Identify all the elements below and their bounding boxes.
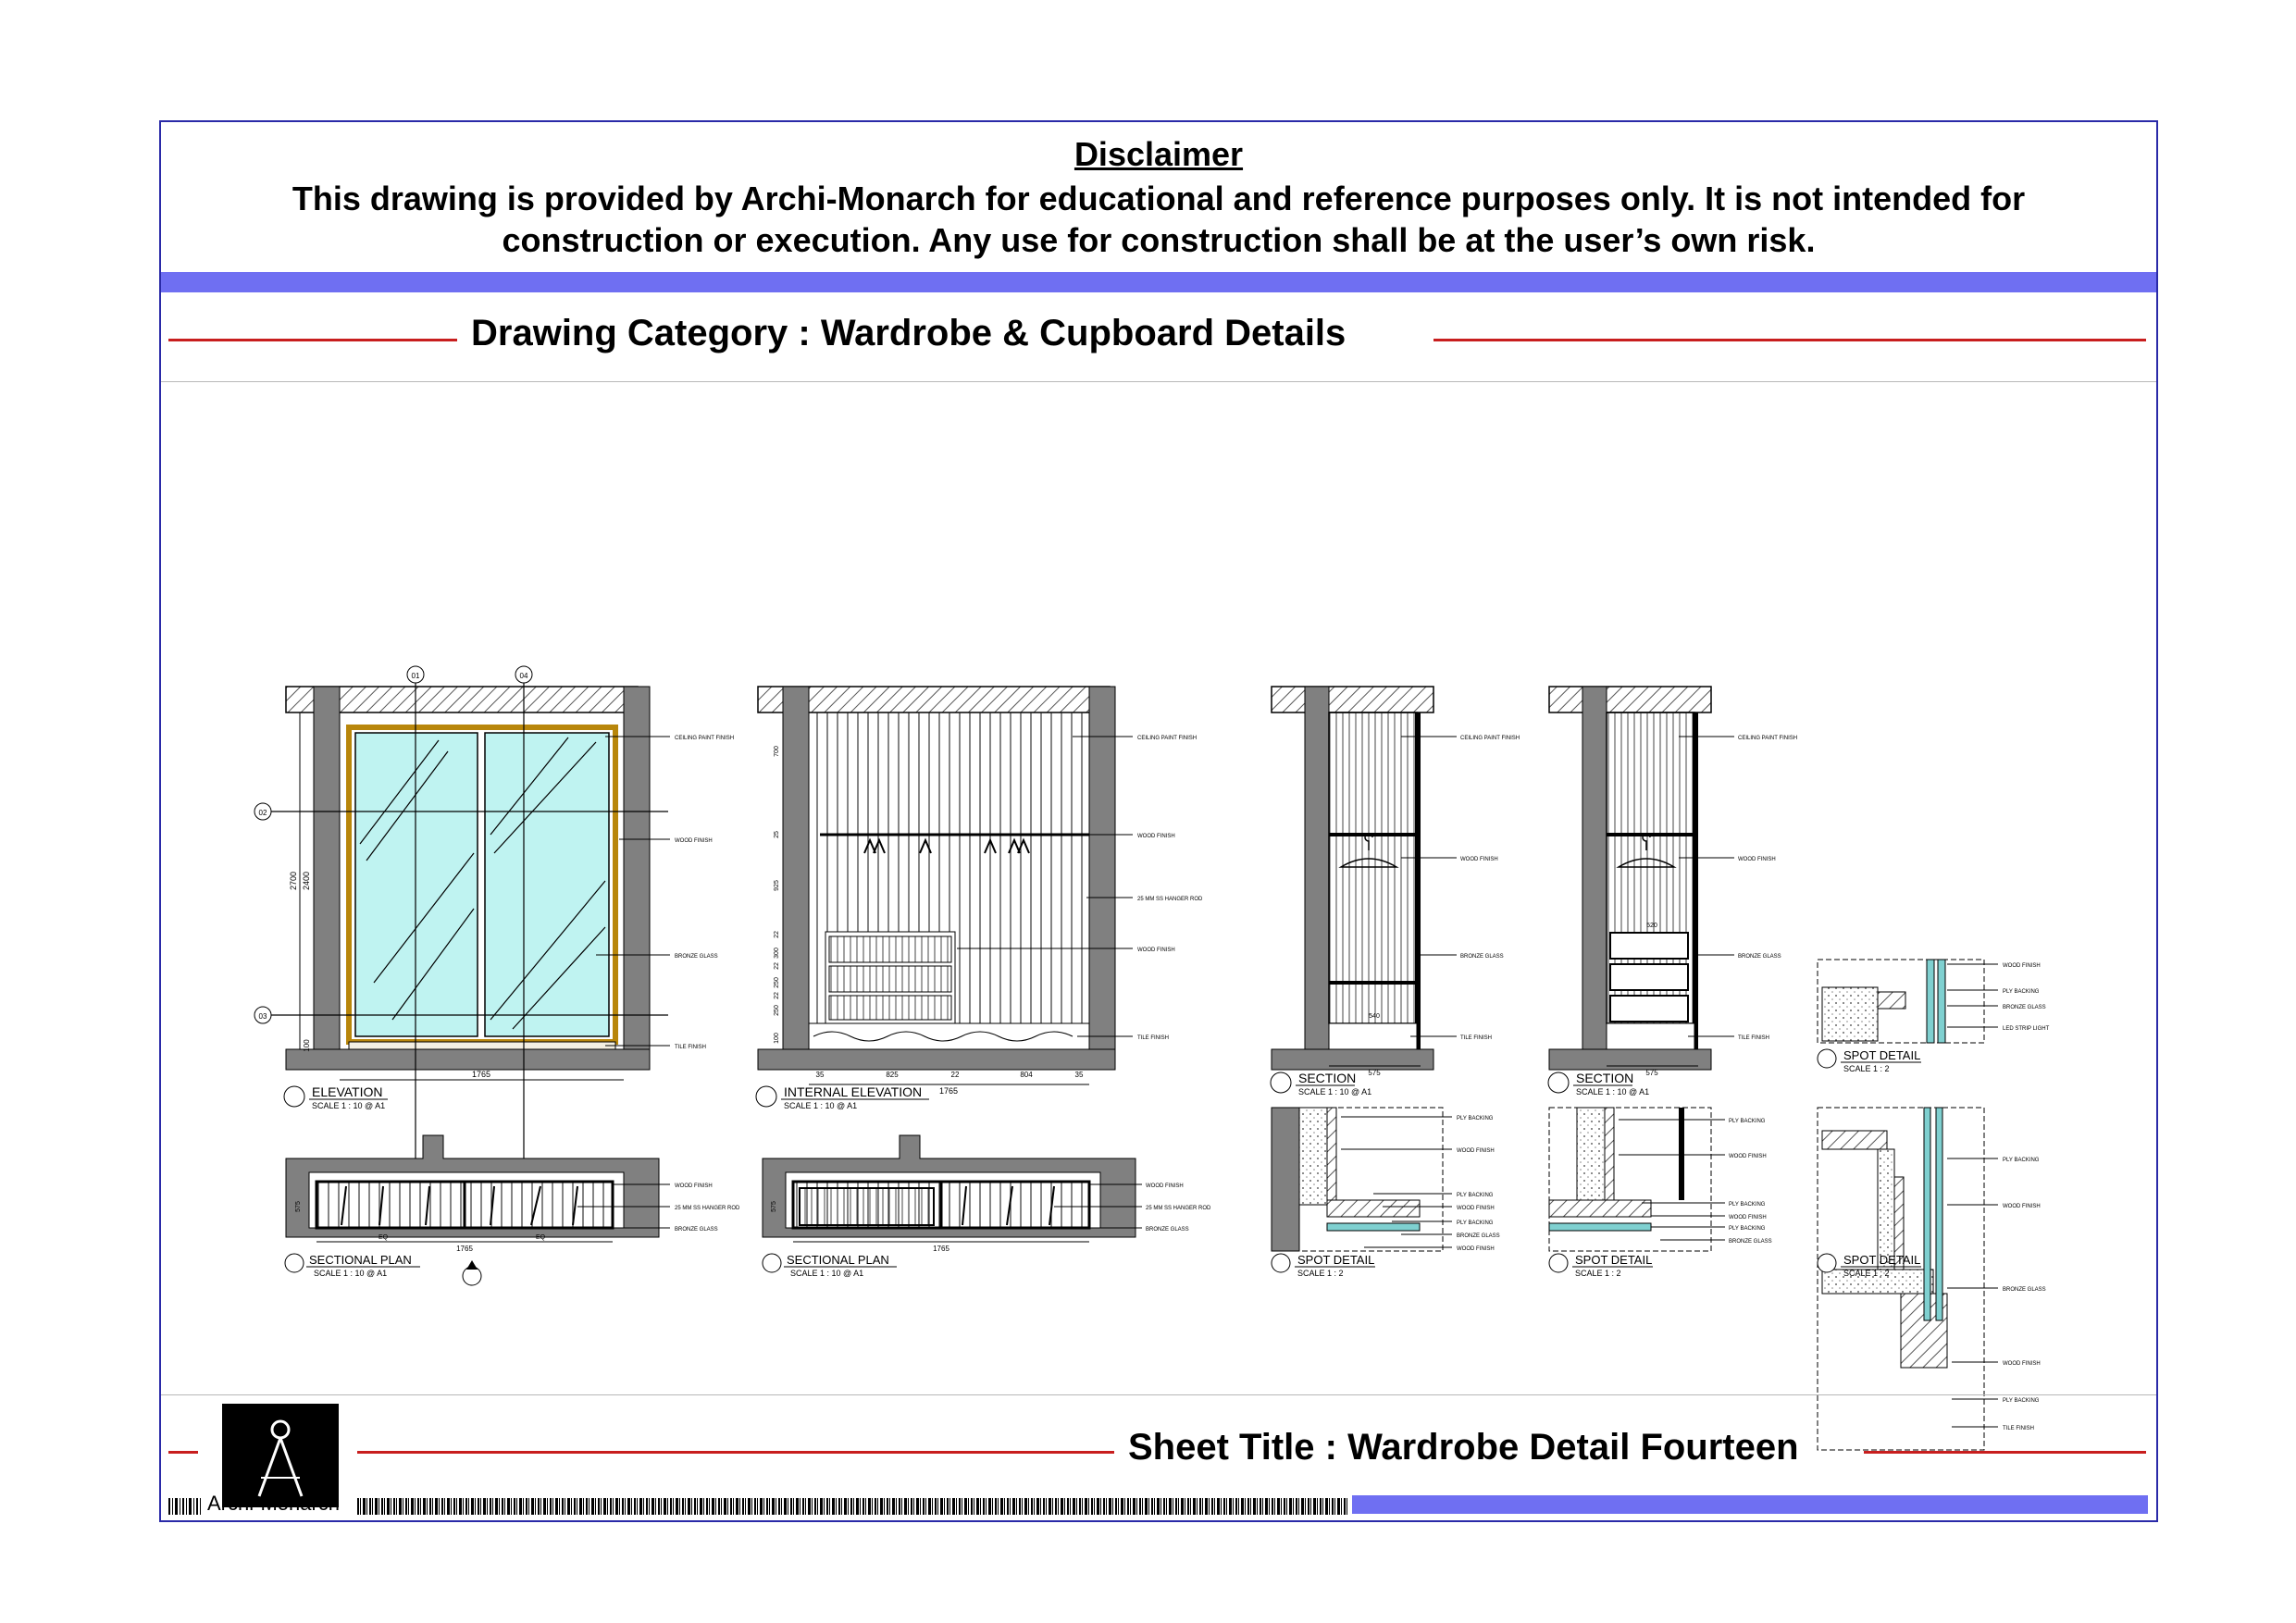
- spot-detail-1-wood: [1327, 1108, 1336, 1200]
- section-2-dim-inner: 520: [1646, 923, 1657, 929]
- section-2-plinth: [1607, 1023, 1694, 1049]
- internal-elevation-drawer-1: [829, 936, 951, 962]
- brand-name: Archi-Monarch: [207, 1492, 341, 1515]
- section-2-drawer-3: [1610, 996, 1688, 1022]
- elevation-dim-height: 2700: [289, 871, 298, 891]
- section-2-ceiling: [1549, 687, 1711, 712]
- sectional-plan-2-note-2: 25 MM SS HANGER ROD: [1146, 1206, 1211, 1211]
- spot-detail-2-note-2: WOOD FINISH: [1729, 1154, 1767, 1159]
- spot-detail-3-note-2: PLY BACKING: [2003, 989, 2040, 995]
- section-1-note-4: TILE FINISH: [1460, 1035, 1493, 1041]
- section-1-scale: SCALE 1 : 10 @ A1: [1298, 1087, 1372, 1096]
- elevation-wall-right: [624, 687, 650, 1066]
- spot-detail-4-scale: SCALE 1 : 2: [1843, 1269, 1890, 1278]
- internal-elevation-dim-s3: 925: [774, 880, 780, 891]
- elevation-title: ELEVATION: [312, 1084, 383, 1099]
- spot-detail-2-note-3: PLY BACKING: [1729, 1202, 1766, 1208]
- internal-elevation-floor: [758, 1049, 1115, 1070]
- section-1-floor: [1272, 1049, 1433, 1070]
- sectional-plan-2-title-marker: [763, 1254, 781, 1272]
- internal-elevation-ceiling: [758, 687, 1110, 712]
- spot-detail-4-title: SPOT DETAIL: [1843, 1253, 1921, 1267]
- internal-elevation-dim-s10: 100: [774, 1033, 780, 1044]
- internal-elevation-dim-s7: 250: [774, 977, 780, 988]
- elevation-marker-b-label: 04: [519, 672, 528, 680]
- section-1-dim-width: 575: [1368, 1069, 1381, 1077]
- sectional-plan-1-eq-1: EQ: [378, 1234, 389, 1241]
- spot-detail-3-leaders: [1947, 964, 1998, 1027]
- spot-detail-4-note-4: WOOD FINISH: [2003, 1361, 2041, 1367]
- internal-elevation-note-2: WOOD FINISH: [1137, 834, 1175, 839]
- category-rule-right: [1433, 339, 2146, 341]
- spot-detail-4-top-frame: [1822, 1131, 1887, 1149]
- spot-detail-2-note-6: BRONZE GLASS: [1729, 1239, 1772, 1245]
- spot-detail-3-frame: [1878, 992, 1905, 1009]
- category-title: Drawing Category : Wardrobe & Cupboard Details: [471, 313, 1347, 353]
- section-1-note-2: WOOD FINISH: [1460, 857, 1498, 862]
- sectional-plan-2-title: SECTIONAL PLAN: [787, 1253, 889, 1267]
- spot-detail-4-glass-2: [1936, 1108, 1942, 1320]
- spot-detail-1-note-3: PLY BACKING: [1457, 1193, 1494, 1198]
- sectional-plan-1-drawing: [285, 1135, 740, 1285]
- section-1-note-1: CEILING PAINT FINISH: [1460, 736, 1520, 741]
- sectional-plan-1-title: SECTIONAL PLAN: [309, 1253, 412, 1267]
- spot-detail-3-glass: [1927, 960, 1934, 1043]
- section-2-drawing: [1548, 687, 1797, 1096]
- elevation-dim-inner: 2400: [302, 871, 311, 891]
- disclaimer-block: [161, 122, 2156, 272]
- spot-detail-4-title-marker: [1818, 1254, 1836, 1272]
- section-2-note-2: WOOD FINISH: [1738, 857, 1776, 862]
- internal-elevation-note-4: WOOD FINISH: [1137, 948, 1175, 953]
- section-1-wall: [1305, 687, 1329, 1066]
- spot-detail-1-title-marker: [1272, 1254, 1290, 1272]
- internal-elevation-dim-width: 1765: [938, 1086, 959, 1096]
- sectional-plan-1-eq-2: EQ: [535, 1234, 546, 1241]
- spot-detail-4-note-6: TILE FINISH: [2003, 1426, 2035, 1431]
- spot-detail-3-scale: SCALE 1 : 2: [1843, 1064, 1890, 1073]
- elevation-dim-width: 1765: [471, 1070, 491, 1079]
- spot-detail-1-note-4: WOOD FINISH: [1457, 1206, 1495, 1211]
- elevation-marker-a-label: 01: [411, 672, 420, 680]
- sectional-plan-1-note-3: BRONZE GLASS: [675, 1227, 718, 1233]
- internal-elevation-dim-b4: 804: [1020, 1071, 1033, 1079]
- spot-detail-2-leaders: [1619, 1120, 1725, 1240]
- spot-detail-2-note-5: PLY BACKING: [1729, 1226, 1766, 1232]
- sectional-plan-2-note-1: WOOD FINISH: [1146, 1183, 1184, 1189]
- sheet-rule-left: [357, 1451, 1114, 1454]
- spot-detail-2-ply: [1577, 1108, 1605, 1200]
- elevation-skirting: [349, 1042, 615, 1049]
- spot-detail-1-note-6: BRONZE GLASS: [1457, 1233, 1500, 1239]
- elevation-note-3: BRONZE GLASS: [675, 954, 718, 960]
- barcode-left-icon: [168, 1498, 205, 1515]
- section-1-note-3: BRONZE GLASS: [1460, 954, 1504, 960]
- internal-elevation-dim-b2: 825: [886, 1071, 899, 1079]
- internal-elevation-note-5: TILE FINISH: [1137, 1035, 1170, 1041]
- section-2-door-edge: [1693, 712, 1698, 1049]
- section-2-drawer-1: [1610, 933, 1688, 959]
- internal-elevation-dim-b3: 22: [950, 1071, 960, 1079]
- drawings-canvas: [161, 381, 2156, 1510]
- section-1-carcass: [1329, 712, 1417, 1023]
- category-rule-left: [168, 339, 457, 341]
- elevation-floor: [286, 1049, 650, 1070]
- disclaimer-title: Disclaimer: [1074, 135, 1244, 173]
- sectional-plan-2-drawing: [763, 1135, 1211, 1278]
- spot-detail-3-title: SPOT DETAIL: [1843, 1048, 1921, 1062]
- sectional-plan-2-dim-width: 1765: [933, 1245, 949, 1253]
- internal-elevation-side-dims: [774, 746, 780, 1044]
- section-2-note-1: CEILING PAINT FINISH: [1738, 736, 1798, 741]
- spot-detail-4-note-5: PLY BACKING: [2003, 1398, 2040, 1404]
- sectional-plan-1-dim-depth: 575: [295, 1201, 302, 1212]
- section-2-scale: SCALE 1 : 10 @ A1: [1576, 1087, 1650, 1096]
- elevation-drawing: [254, 666, 734, 1205]
- spot-detail-1-wall: [1272, 1108, 1299, 1251]
- spot-detail-1-note-1: PLY BACKING: [1457, 1116, 1494, 1121]
- sheet-title-row: [161, 1394, 2156, 1468]
- elevation-wall-left: [314, 687, 340, 1066]
- spot-detail-4-note-3: BRONZE GLASS: [2003, 1287, 2046, 1293]
- spot-detail-3-note-3: BRONZE GLASS: [2003, 1005, 2046, 1010]
- internal-elevation-dim-s5: 300: [774, 948, 780, 959]
- spot-detail-3-title-marker: [1818, 1049, 1836, 1068]
- section-1-title: SECTION: [1298, 1071, 1357, 1085]
- internal-elevation-note-1: CEILING PAINT FINISH: [1137, 736, 1198, 741]
- footer-blue-strip: [1352, 1495, 2148, 1514]
- spot-detail-1-ply: [1299, 1108, 1327, 1205]
- elevation-note-4: TILE FINISH: [675, 1045, 707, 1050]
- internal-elevation-dim-s2: 25: [774, 831, 780, 838]
- internal-elevation-dim-s1: 700: [774, 746, 780, 757]
- spot-detail-3-drawing: [1818, 960, 2050, 1073]
- category-header: [161, 313, 2156, 365]
- sheet-title: Sheet Title : Wardrobe Detail Fourteen: [1128, 1427, 1799, 1468]
- elevation-scale: SCALE 1 : 10 @ A1: [312, 1101, 386, 1110]
- section-1-drawing: [1271, 687, 1520, 1096]
- internal-elevation-title: INTERNAL ELEVATION: [784, 1084, 923, 1099]
- section-1-plinth: [1329, 1023, 1417, 1049]
- spot-detail-1-shelf: [1327, 1200, 1420, 1217]
- internal-elevation-drawer-2: [829, 966, 951, 992]
- spot-detail-3-ceiling-slab: [1822, 987, 1878, 1041]
- spot-detail-1-title: SPOT DETAIL: [1297, 1253, 1375, 1267]
- section-2-floor: [1549, 1049, 1711, 1070]
- sectional-plan-1-direction-arrow-icon: [466, 1260, 478, 1270]
- spot-detail-1-note-2: WOOD FINISH: [1457, 1148, 1495, 1154]
- spot-detail-1-scale: SCALE 1 : 2: [1297, 1269, 1344, 1278]
- section-2-title: SECTION: [1576, 1071, 1634, 1085]
- sectional-plan-1-title-marker: [285, 1254, 304, 1272]
- spot-detail-4-side-ply: [1878, 1149, 1894, 1270]
- spot-detail-2-drawing: [1549, 1108, 1772, 1278]
- spot-detail-2-note-4: WOOD FINISH: [1729, 1215, 1767, 1220]
- internal-elevation-drawer-3: [829, 996, 951, 1020]
- internal-elevation-dim-b5: 35: [1074, 1071, 1084, 1079]
- disclaimer-text: This drawing is provided by Archi-Monarch for educational and reference purposes only. It is not intended for construction or execution. Any use for construction shall be at the user’s own risk.: [292, 180, 2026, 259]
- barcode-strip-icon: [357, 1498, 1347, 1515]
- section-2-note-4: TILE FINISH: [1738, 1035, 1770, 1041]
- elevation-note-2: WOOD FINISH: [675, 838, 713, 844]
- section-2-title-marker: [1548, 1072, 1569, 1093]
- section-1-title-marker: [1271, 1072, 1291, 1093]
- sectional-plan-2-note-3: BRONZE GLASS: [1146, 1227, 1189, 1233]
- spot-detail-1-glass: [1327, 1223, 1420, 1231]
- spot-detail-4-glass: [1924, 1108, 1930, 1320]
- section-2-dim-width: 575: [1645, 1069, 1658, 1077]
- sectional-plan-2-drawer-block: [800, 1188, 934, 1225]
- sectional-plan-2-scale: SCALE 1 : 10 @ A1: [790, 1269, 864, 1278]
- internal-elevation-dim-s4: 22: [774, 931, 780, 938]
- spot-detail-2-wood: [1605, 1108, 1614, 1200]
- elevation-dim-base: 100: [303, 1039, 311, 1052]
- spot-detail-1-note-7: WOOD FINISH: [1457, 1246, 1495, 1252]
- internal-elevation-drawing: [756, 687, 1203, 1110]
- spot-detail-2-shelf: [1549, 1200, 1651, 1217]
- elevation-glass-panel-left: [355, 733, 478, 1036]
- sectional-plan-2-dim-depth: 575: [771, 1201, 777, 1212]
- internal-elevation-dim-s9: 250: [774, 1005, 780, 1016]
- elevation-marker-d-label: 03: [258, 1012, 267, 1021]
- sheet-rule-right: [1864, 1451, 2146, 1454]
- internal-elevation-dim-s6: 22: [774, 962, 780, 970]
- spot-detail-3-note-4: LED STRIP LIGHT: [2003, 1026, 2050, 1032]
- spot-detail-3-note-1: WOOD FINISH: [2003, 963, 2041, 969]
- drawing-sheet-frame: [159, 120, 2158, 1522]
- sectional-plan-1-dim-width: 1765: [456, 1245, 473, 1253]
- internal-elevation-scale: SCALE 1 : 10 @ A1: [784, 1101, 858, 1110]
- sectional-plan-1-note-2: 25 MM SS HANGER ROD: [675, 1206, 740, 1211]
- internal-elevation-wall-right: [1089, 687, 1115, 1066]
- disclaimer-divider-band: [161, 272, 2156, 292]
- internal-elevation-note-3: 25 MM SS HANGER ROD: [1137, 897, 1203, 902]
- spot-detail-1-drawing: [1272, 1108, 1500, 1278]
- elevation-title-marker: [284, 1086, 304, 1107]
- sectional-plan-1-note-1: WOOD FINISH: [675, 1183, 713, 1189]
- spot-detail-2-glass: [1549, 1223, 1651, 1231]
- spot-detail-2-title-marker: [1549, 1254, 1568, 1272]
- section-2-wall: [1582, 687, 1607, 1066]
- internal-elevation-dim-b1: 35: [815, 1071, 825, 1079]
- spot-detail-2-door-edge: [1679, 1108, 1684, 1200]
- internal-elevation-wall-left: [783, 687, 809, 1066]
- spot-detail-4-leaders: [1947, 1158, 1998, 1427]
- spot-detail-1-note-5: PLY BACKING: [1457, 1220, 1494, 1226]
- spot-detail-2-title: SPOT DETAIL: [1575, 1253, 1653, 1267]
- spot-detail-2-note-1: PLY BACKING: [1729, 1119, 1766, 1124]
- sectional-plan-1-scale: SCALE 1 : 10 @ A1: [314, 1269, 388, 1278]
- spot-detail-2-scale: SCALE 1 : 2: [1575, 1269, 1621, 1278]
- spot-detail-3-glass-2: [1938, 960, 1945, 1043]
- internal-elevation-title-marker: [756, 1086, 776, 1107]
- spot-detail-4-note-1: PLY BACKING: [2003, 1158, 2040, 1163]
- section-2-drawer-2: [1610, 964, 1688, 990]
- section-1-ceiling: [1272, 687, 1433, 712]
- internal-elevation-dim-s8: 22: [774, 992, 780, 999]
- elevation-note-1: CEILING PAINT FINISH: [675, 736, 735, 741]
- sheet-rule-left-short: [168, 1451, 198, 1454]
- elevation-marker-c-label: 02: [258, 809, 267, 817]
- section-1-door-edge: [1415, 712, 1421, 1049]
- section-2-note-3: BRONZE GLASS: [1738, 954, 1781, 960]
- section-1-dim-inner: 540: [1369, 1013, 1380, 1020]
- spot-detail-4-note-2: WOOD FINISH: [2003, 1204, 2041, 1209]
